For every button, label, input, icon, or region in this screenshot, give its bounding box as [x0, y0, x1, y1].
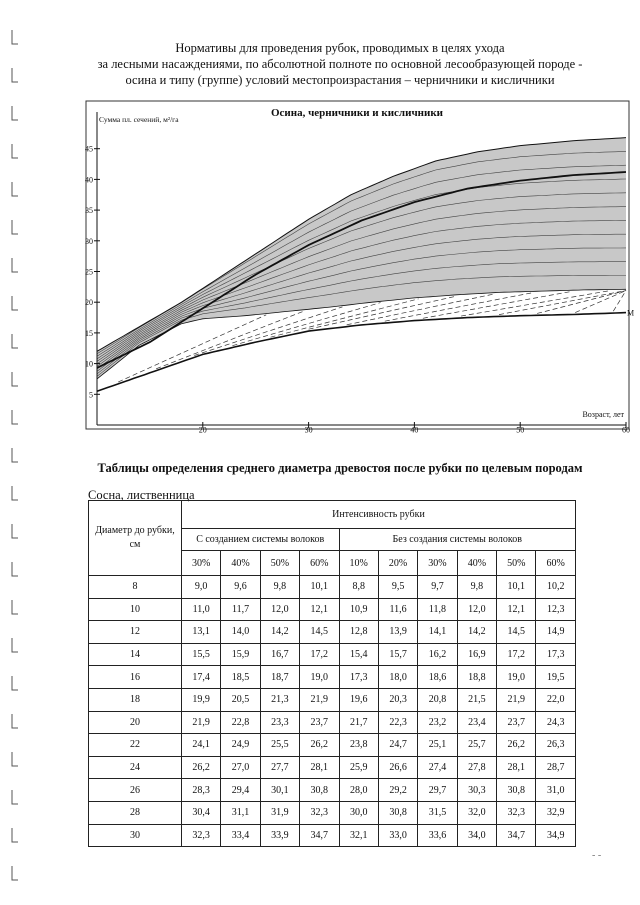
diameter-after-cell: 18,0	[378, 666, 417, 689]
diameter-after-cell: 33,0	[378, 824, 417, 847]
table-title: Таблицы определения среднего диаметра древостоя после рубки по целевым породам	[97, 461, 583, 475]
diameter-before-cell: 26	[89, 779, 182, 802]
diameter-after-cell: 28,3	[181, 779, 220, 802]
diameter-after-cell: 12,8	[339, 621, 378, 644]
pct-header-with: 30%	[181, 551, 220, 576]
diameter-after-cell: 33,6	[418, 824, 457, 847]
table-row	[89, 666, 576, 689]
diameter-after-cell: 31,5	[418, 801, 457, 824]
diameter-after-cell: 30,8	[378, 801, 417, 824]
diameter-after-cell: 22,8	[221, 711, 260, 734]
diameter-after-cell: 23,4	[457, 711, 496, 734]
diameter-after-cell: 19,0	[497, 666, 536, 689]
diameter-after-cell: 21,3	[260, 688, 299, 711]
binding-mark	[12, 676, 18, 690]
pct-header-with: 40%	[221, 551, 260, 576]
diameter-after-cell: 28,0	[339, 779, 378, 802]
diameter-after-cell: 20,3	[378, 688, 417, 711]
diameter-after-cell: 19,6	[339, 688, 378, 711]
diameter-after-cell: 14,2	[260, 621, 299, 644]
pct-header-with: 50%	[260, 551, 299, 576]
x-tick-label: 60	[622, 425, 630, 435]
binding-mark	[12, 144, 18, 158]
diameter-after-cell: 15,9	[221, 643, 260, 666]
diameter-after-cell: 22,3	[378, 711, 417, 734]
diameter-before-cell: 22	[89, 734, 182, 757]
diameter-after-cell: 17,2	[497, 643, 536, 666]
diameter-after-cell: 11,8	[418, 598, 457, 621]
y-tick-label: 25	[85, 267, 93, 277]
heading-line-1: Нормативы для проведения рубок, проводимых в целях ухода	[175, 41, 505, 55]
diameter-after-cell: 20,5	[221, 688, 260, 711]
table-row	[89, 734, 576, 757]
basal-area-chart	[85, 100, 635, 435]
diameter-after-cell: 32,3	[497, 801, 536, 824]
diameter-after-cell: 27,7	[260, 756, 299, 779]
diameter-after-cell: 11,6	[378, 598, 417, 621]
diameter-after-cell: 17,3	[339, 666, 378, 689]
binding-mark	[12, 68, 18, 82]
table-row	[89, 824, 576, 847]
diameter-before-cell: 16	[89, 666, 182, 689]
diameter-after-cell: 16,9	[457, 643, 496, 666]
diameter-after-cell: 26,2	[497, 734, 536, 757]
diameter-table	[88, 500, 576, 847]
table-row	[89, 779, 576, 802]
diameter-after-cell: 12,1	[497, 598, 536, 621]
y-tick-label: 20	[85, 298, 93, 308]
diameter-after-cell: 23,8	[339, 734, 378, 757]
binding-mark	[12, 752, 18, 766]
y-axis-label: Сумма пл. сечений, м²/га	[99, 115, 179, 124]
diameter-after-cell: 18,7	[260, 666, 299, 689]
diameter-after-cell: 13,1	[181, 621, 220, 644]
diameter-after-cell: 20,8	[418, 688, 457, 711]
diameter-after-cell: 11,7	[221, 598, 260, 621]
diameter-after-cell: 11,0	[181, 598, 220, 621]
diameter-after-cell: 18,8	[457, 666, 496, 689]
minimum-line-label: M	[627, 308, 635, 318]
chart-title: Осина, черничники и кисличники	[270, 107, 444, 119]
diameter-after-cell: 21,5	[457, 688, 496, 711]
diameter-after-cell: 14,0	[221, 621, 260, 644]
diameter-after-cell: 30,1	[260, 779, 299, 802]
diameter-after-cell: 29,2	[378, 779, 417, 802]
diameter-after-cell: 8,8	[339, 576, 378, 599]
y-tick-label: 30	[85, 236, 93, 246]
diameter-after-cell: 21,9	[181, 711, 220, 734]
diameter-after-cell: 19,0	[300, 666, 339, 689]
diameter-after-cell: 14,5	[497, 621, 536, 644]
diameter-after-cell: 27,0	[221, 756, 260, 779]
pct-header-without: 40%	[457, 551, 496, 576]
binding-mark	[12, 524, 18, 538]
diameter-after-cell: 32,0	[457, 801, 496, 824]
with-skid-trails-header: С созданием системы волоков	[181, 529, 339, 551]
y-tick-label: 5	[89, 390, 93, 400]
diameter-after-cell: 10,9	[339, 598, 378, 621]
diameter-after-cell: 34,9	[536, 824, 576, 847]
diameter-after-cell: 33,4	[221, 824, 260, 847]
binding-mark	[12, 866, 18, 880]
diameter-after-cell: 15,5	[181, 643, 220, 666]
heading-line-3: осина и типу (группе) условий местопроизрастания – черничники и кисличники	[125, 73, 555, 87]
diameter-before-cell: 12	[89, 621, 182, 644]
diameter-after-cell: 16,2	[418, 643, 457, 666]
binding-mark	[12, 106, 18, 120]
x-tick-label: 40	[410, 425, 419, 435]
binding-mark	[12, 638, 18, 652]
diameter-after-cell: 23,2	[418, 711, 457, 734]
binding-mark	[12, 448, 18, 462]
diameter-after-cell: 32,3	[181, 824, 220, 847]
diameter-after-cell: 26,2	[300, 734, 339, 757]
diameter-after-cell: 21,9	[497, 688, 536, 711]
x-tick-label: 30	[304, 425, 313, 435]
diameter-after-cell: 24,7	[378, 734, 417, 757]
diameter-after-cell: 26,3	[536, 734, 576, 757]
diameter-after-cell: 31,0	[536, 779, 576, 802]
diameter-after-cell: 9,5	[378, 576, 417, 599]
diameter-after-cell: 32,3	[300, 801, 339, 824]
x-tick-label: 50	[516, 425, 525, 435]
diameter-after-cell: 27,8	[457, 756, 496, 779]
table-row	[89, 643, 576, 666]
binding-mark	[12, 410, 18, 424]
binding-mark	[12, 30, 18, 44]
diameter-after-cell: 9,8	[260, 576, 299, 599]
species-label: Сосна, лиственница	[88, 488, 195, 502]
diameter-after-cell: 24,3	[536, 711, 576, 734]
table-row	[89, 801, 576, 824]
diameter-after-cell: 12,0	[260, 598, 299, 621]
diameter-before-cell: 10	[89, 598, 182, 621]
diameter-after-cell: 30,0	[339, 801, 378, 824]
pct-header-without: 20%	[378, 551, 417, 576]
table-row	[89, 621, 576, 644]
pct-header-without: 10%	[339, 551, 378, 576]
page-edge-mark: - -	[592, 850, 602, 861]
binding-mark	[12, 828, 18, 842]
diameter-before-cell: 18	[89, 688, 182, 711]
table-row	[89, 711, 576, 734]
diameter-after-cell: 17,2	[300, 643, 339, 666]
diameter-after-cell: 29,7	[418, 779, 457, 802]
diameter-after-cell: 10,2	[536, 576, 576, 599]
diameter-after-cell: 34,7	[300, 824, 339, 847]
pct-header-without: 60%	[536, 551, 576, 576]
binding-mark	[12, 714, 18, 728]
binding-mark	[12, 334, 18, 348]
page-heading	[60, 40, 620, 88]
diameter-after-cell: 30,8	[300, 779, 339, 802]
diameter-after-cell: 30,8	[497, 779, 536, 802]
diameter-after-cell: 19,5	[536, 666, 576, 689]
diameter-after-cell: 30,4	[181, 801, 220, 824]
binding-mark	[12, 258, 18, 272]
y-tick-label: 40	[85, 175, 93, 185]
diameter-after-cell: 18,5	[221, 666, 260, 689]
binding-mark	[12, 790, 18, 804]
diameter-after-cell: 18,6	[418, 666, 457, 689]
diameter-after-cell: 25,9	[339, 756, 378, 779]
diameter-after-cell: 24,1	[181, 734, 220, 757]
diameter-after-cell: 25,7	[457, 734, 496, 757]
diameter-after-cell: 17,4	[181, 666, 220, 689]
diameter-after-cell: 32,1	[339, 824, 378, 847]
diameter-after-cell: 32,9	[536, 801, 576, 824]
binding-mark	[12, 220, 18, 234]
diameter-after-cell: 14,5	[300, 621, 339, 644]
diameter-after-cell: 28,7	[536, 756, 576, 779]
diameter-after-cell: 12,3	[536, 598, 576, 621]
diameter-after-cell: 10,1	[300, 576, 339, 599]
table-row	[89, 576, 576, 599]
diameter-after-cell: 21,9	[300, 688, 339, 711]
intensity-header: Интенсивность рубки	[181, 501, 575, 529]
binding-mark	[12, 372, 18, 386]
diameter-after-cell: 14,1	[418, 621, 457, 644]
without-skid-trails-header: Без создания системы волоков	[339, 529, 576, 551]
diameter-after-cell: 25,5	[260, 734, 299, 757]
binding-mark	[12, 182, 18, 196]
binding-margin-marks	[0, 0, 30, 905]
y-tick-label: 10	[85, 359, 93, 369]
diameter-after-cell: 25,1	[418, 734, 457, 757]
diameter-after-cell: 16,7	[260, 643, 299, 666]
diameter-after-cell: 9,7	[418, 576, 457, 599]
y-tick-label: 35	[85, 206, 93, 216]
diameter-after-cell: 21,7	[339, 711, 378, 734]
diameter-after-cell: 27,4	[418, 756, 457, 779]
diameter-after-cell: 15,4	[339, 643, 378, 666]
pct-header-without: 30%	[418, 551, 457, 576]
diameter-after-cell: 9,0	[181, 576, 220, 599]
diameter-after-cell: 23,7	[300, 711, 339, 734]
diameter-after-cell: 24,9	[221, 734, 260, 757]
diameter-after-cell: 10,1	[497, 576, 536, 599]
binding-mark	[12, 296, 18, 310]
corner-header-label: Диаметр до рубки, см	[95, 525, 175, 550]
x-axis-label: Возраст, лет	[582, 410, 624, 419]
heading-line-2: за лесными насаждениями, по абсолютной полноте по основной лесообразующей породе -	[97, 57, 583, 71]
y-tick-label: 45	[85, 144, 93, 154]
diameter-after-cell: 34,7	[497, 824, 536, 847]
diameter-after-cell: 13,9	[378, 621, 417, 644]
diameter-after-cell: 29,4	[221, 779, 260, 802]
diameter-before-cell: 14	[89, 643, 182, 666]
diameter-after-cell: 22,0	[536, 688, 576, 711]
diameter-after-cell: 14,2	[457, 621, 496, 644]
diameter-after-cell: 23,3	[260, 711, 299, 734]
diameter-after-cell: 26,6	[378, 756, 417, 779]
diameter-after-cell: 33,9	[260, 824, 299, 847]
diameter-after-cell: 30,3	[457, 779, 496, 802]
diameter-after-cell: 17,3	[536, 643, 576, 666]
diameter-after-cell: 34,0	[457, 824, 496, 847]
pct-header-without: 50%	[497, 551, 536, 576]
diameter-after-cell: 28,1	[300, 756, 339, 779]
y-tick-label: 15	[85, 328, 93, 338]
diameter-after-cell: 12,1	[300, 598, 339, 621]
diameter-after-cell: 9,8	[457, 576, 496, 599]
diameter-before-cell: 20	[89, 711, 182, 734]
diameter-after-cell: 19,9	[181, 688, 220, 711]
binding-mark	[12, 562, 18, 576]
diameter-after-cell: 15,7	[378, 643, 417, 666]
corner-header	[89, 501, 182, 576]
binding-mark	[12, 600, 18, 614]
table-row	[89, 688, 576, 711]
diameter-before-cell: 28	[89, 801, 182, 824]
table-row	[89, 756, 576, 779]
diameter-before-cell: 30	[89, 824, 182, 847]
x-tick-label: 20	[198, 425, 207, 435]
diameter-after-cell: 26,2	[181, 756, 220, 779]
diameter-before-cell: 8	[89, 576, 182, 599]
diameter-after-cell: 23,7	[497, 711, 536, 734]
diameter-before-cell: 24	[89, 756, 182, 779]
diameter-after-cell: 9,6	[221, 576, 260, 599]
diameter-after-cell: 12,0	[457, 598, 496, 621]
diameter-after-cell: 31,9	[260, 801, 299, 824]
diameter-after-cell: 28,1	[497, 756, 536, 779]
table-row	[89, 598, 576, 621]
diameter-after-cell: 31,1	[221, 801, 260, 824]
diameter-after-cell: 14,9	[536, 621, 576, 644]
binding-mark	[12, 486, 18, 500]
pct-header-with: 60%	[300, 551, 339, 576]
